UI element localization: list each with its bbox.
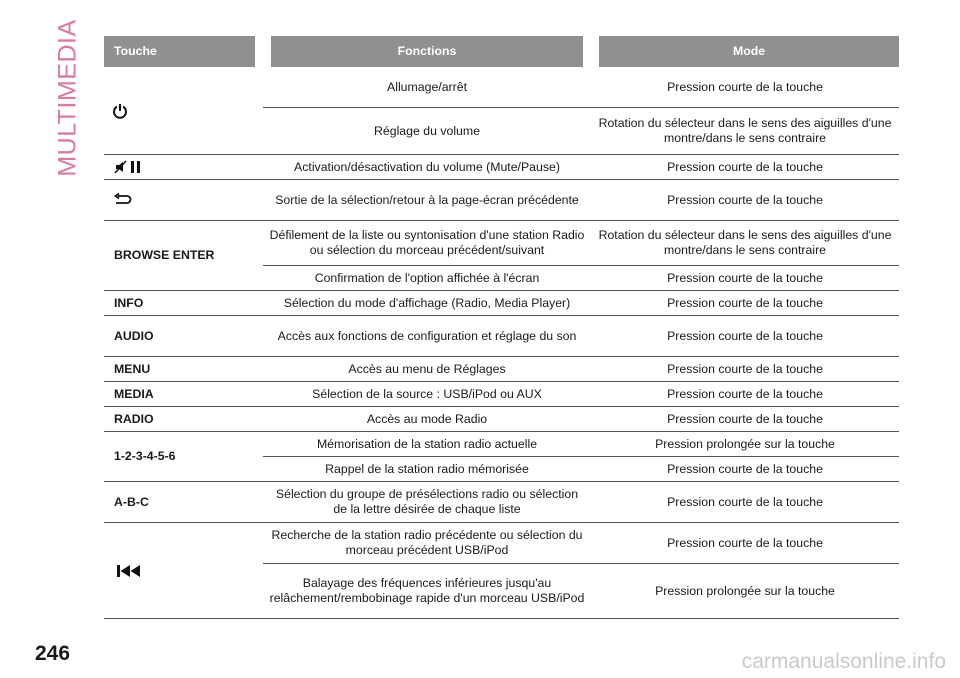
- mode-cell: Pression courte de la touche: [591, 291, 899, 316]
- key-cell: MEDIA: [104, 382, 263, 407]
- function-cell: Sélection de la source : USB/iPod ou AUX: [263, 382, 591, 407]
- section-label: [53, 19, 82, 177]
- function-cell: Mémorisation de la station radio actuelle: [263, 432, 591, 457]
- table-row: [104, 382, 899, 407]
- key-cell: MENU: [104, 357, 263, 382]
- function-cell: Accès aux fonctions de configuration et réglage du son: [263, 316, 591, 357]
- back-icon: [114, 193, 132, 207]
- table-row: [104, 523, 899, 564]
- mode-cell: Rotation du sélecteur dans le sens des aiguilles d'une montre/dans le sens contraire: [591, 108, 899, 155]
- function-cell: Balayage des fréquences inférieures jusqu'au relâchement/rembobinage rapide d'un morceau USB/iPod: [263, 564, 591, 619]
- mode-cell: Pression prolongée sur la touche: [591, 564, 899, 619]
- mode-cell: Pression courte de la touche: [591, 457, 899, 482]
- key-cell: [104, 180, 263, 221]
- watermark: carmanualsonline.info: [741, 650, 946, 673]
- mode-cell: Pression courte de la touche: [591, 316, 899, 357]
- mode-cell: Pression courte de la touche: [591, 357, 899, 382]
- function-cell: Allumage/arrêt: [263, 67, 591, 108]
- key-cell: 1-2-3-4-5-6: [104, 432, 263, 482]
- mode-cell: Rotation du sélecteur dans le sens des aiguilles d'une montre/dans le sens contraire: [591, 221, 899, 266]
- mode-cell: Pression courte de la touche: [591, 382, 899, 407]
- function-cell: Réglage du volume: [263, 108, 591, 155]
- table-row: [104, 316, 899, 357]
- controls-table: [104, 36, 899, 619]
- header-key: Touche: [104, 36, 263, 67]
- mode-cell: Pression courte de la touche: [591, 482, 899, 523]
- mode-cell: Pression courte de la touche: [591, 407, 899, 432]
- function-cell: Accès au mode Radio: [263, 407, 591, 432]
- key-cell: AUDIO: [104, 316, 263, 357]
- table-row: [104, 407, 899, 432]
- table-row: [104, 432, 899, 457]
- key-cell: INFO: [104, 291, 263, 316]
- mode-cell: Pression courte de la touche: [591, 266, 899, 291]
- header-mode: Mode: [591, 36, 899, 67]
- function-cell: Activation/désactivation du volume (Mute/Pause): [263, 155, 591, 180]
- table-row: [104, 155, 899, 180]
- table-row: [104, 180, 899, 221]
- table-header-row: [104, 36, 899, 67]
- table-row: [104, 291, 899, 316]
- function-cell: Défilement de la liste ou syntonisation d'une station Radio ou sélection du morceau précédent/suivant: [263, 221, 591, 266]
- function-cell: Confirmation de l'option affichée à l'écran: [263, 266, 591, 291]
- function-cell: Accès au menu de Réglages: [263, 357, 591, 382]
- mode-cell: Pression courte de la touche: [591, 67, 899, 108]
- header-function: Fonctions: [263, 36, 591, 67]
- function-cell: Sélection du groupe de présélections radio ou sélection de la lettre désirée de chaque liste: [263, 482, 591, 523]
- mode-cell: Pression courte de la touche: [591, 523, 899, 564]
- key-cell: RADIO: [104, 407, 263, 432]
- key-cell: [104, 67, 263, 155]
- page-number: 246: [35, 642, 71, 665]
- function-cell: Sélection du mode d'affichage (Radio, Media Player): [263, 291, 591, 316]
- table-row: [104, 482, 899, 523]
- key-cell: A-B-C: [104, 482, 263, 523]
- function-cell: Rappel de la station radio mémorisée: [263, 457, 591, 482]
- function-cell: Sortie de la sélection/retour à la page-écran précédente: [263, 180, 591, 221]
- table-row: [104, 357, 899, 382]
- power-icon: [112, 103, 128, 119]
- function-cell: Recherche de la station radio précédente ou sélection du morceau précédent USB/iPod: [263, 523, 591, 564]
- key-cell: BROWSE ENTER: [104, 221, 263, 291]
- section-label-text: MULTIMEDIA: [53, 19, 82, 177]
- mute-pause-icon: [114, 159, 144, 175]
- table-row: [104, 221, 899, 266]
- previous-track-icon: [116, 564, 142, 578]
- table-row: [104, 67, 899, 108]
- mode-cell: Pression prolongée sur la touche: [591, 432, 899, 457]
- key-cell: [104, 155, 263, 180]
- key-cell: [104, 523, 263, 619]
- mode-cell: Pression courte de la touche: [591, 155, 899, 180]
- mode-cell: Pression courte de la touche: [591, 180, 899, 221]
